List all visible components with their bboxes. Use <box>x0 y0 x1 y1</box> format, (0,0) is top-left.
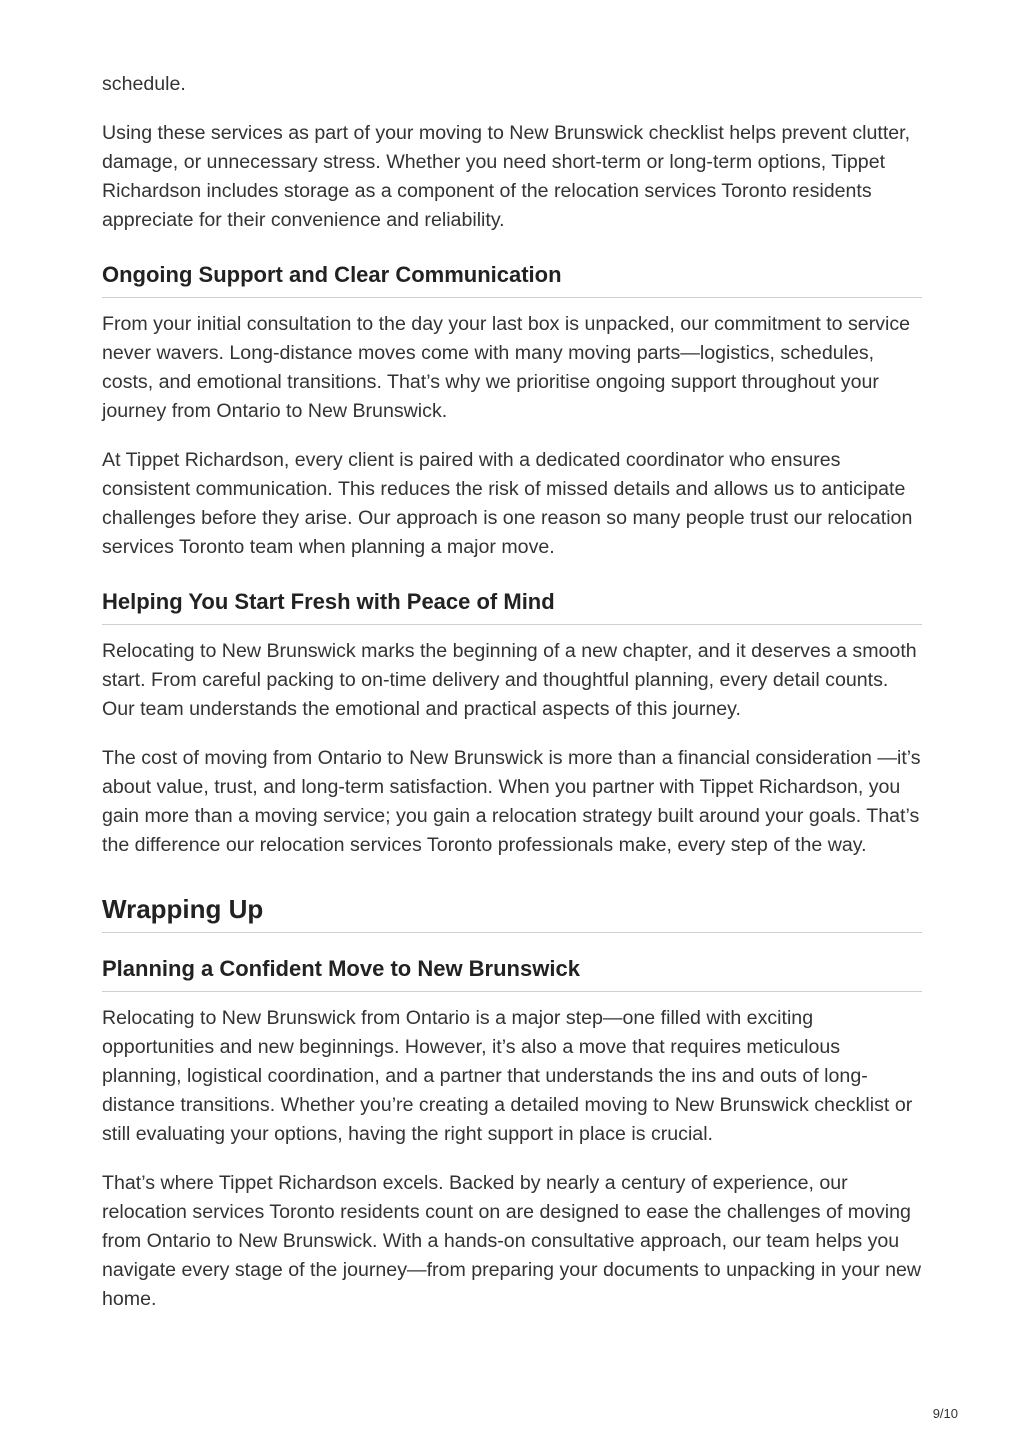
intro-paragraph: Using these services as part of your moving to New Brunswick checklist helps prevent clutter, damage, or unnecessary stress. Whether you need short-term or long-term options, Tippet Richardson includes storage as a component of the relocation services Toronto residents appreciate for their convenience and reliability. <box>102 122 911 231</box>
section-paragraph: From your initial consultation to the day your last box is unpacked, our commitment to service never wavers. Long-distance moves come with many moving parts—logistics, schedules, costs, and emotional transitions. That’s why we prioritise ongoing support throughout your journey from Ontario to New Brunswick. <box>102 313 911 422</box>
section-paragraph: That’s where Tippet Richardson excels. Backed by nearly a century of experience, our relocation services Toronto residents count on are designed to ease the challenges of moving from Ontario to New Brunswick. With a hands-on consultative approach, our team helps you navigate every stage of the journey—from preparing your documents to unpacking in your new home. <box>102 1172 922 1310</box>
section-paragraph: Relocating to New Brunswick from Ontario is a major step—one filled with exciting opportunities and new beginnings. However, it’s also a move that requires meticulous planning, logistical coordination, and a partner that understands the ins and outs of long-distance transitions. Whether you’re creating a detailed moving to New Brunswick checklist or still evaluating your options, having the right support in place is crucial. <box>102 1007 913 1145</box>
section-heading-confident-move: Planning a Confident Move to New Brunswick <box>102 955 922 992</box>
intro-tail-text: schedule. <box>102 73 186 95</box>
section-heading-ongoing-support: Ongoing Support and Clear Communication <box>102 261 922 298</box>
section-paragraph: Relocating to New Brunswick marks the beginning of a new chapter, and it deserves a smooth start. From careful packing to on-time delivery and thoughtful planning, every detail counts. Our team understands the emotional and practical aspects of this journey. <box>102 640 917 720</box>
wrapping-up-title: Wrapping Up <box>102 892 922 933</box>
page-number: 9/10 <box>932 1406 958 1421</box>
section-heading-fresh-start: Helping You Start Fresh with Peace of Mind <box>102 588 922 625</box>
section-paragraph: At Tippet Richardson, every client is paired with a dedicated coordinator who ensures consistent communication. This reduces the risk of missed details and allows us to anticipate challenges before they arise. Our approach is one reason so many people trust our relocation services Toronto team when planning a major move. <box>102 449 913 558</box>
document-page <box>102 70 922 1334</box>
section-paragraph: The cost of moving from Ontario to New Brunswick is more than a financial consideration —it’s about value, trust, and long-term satisfaction. When you partner with Tippet Richardson, you gain more than a moving service; you gain a relocation strategy built around your goals. That’s the difference our relocation services Toronto professionals make, every step of the way. <box>102 747 921 856</box>
